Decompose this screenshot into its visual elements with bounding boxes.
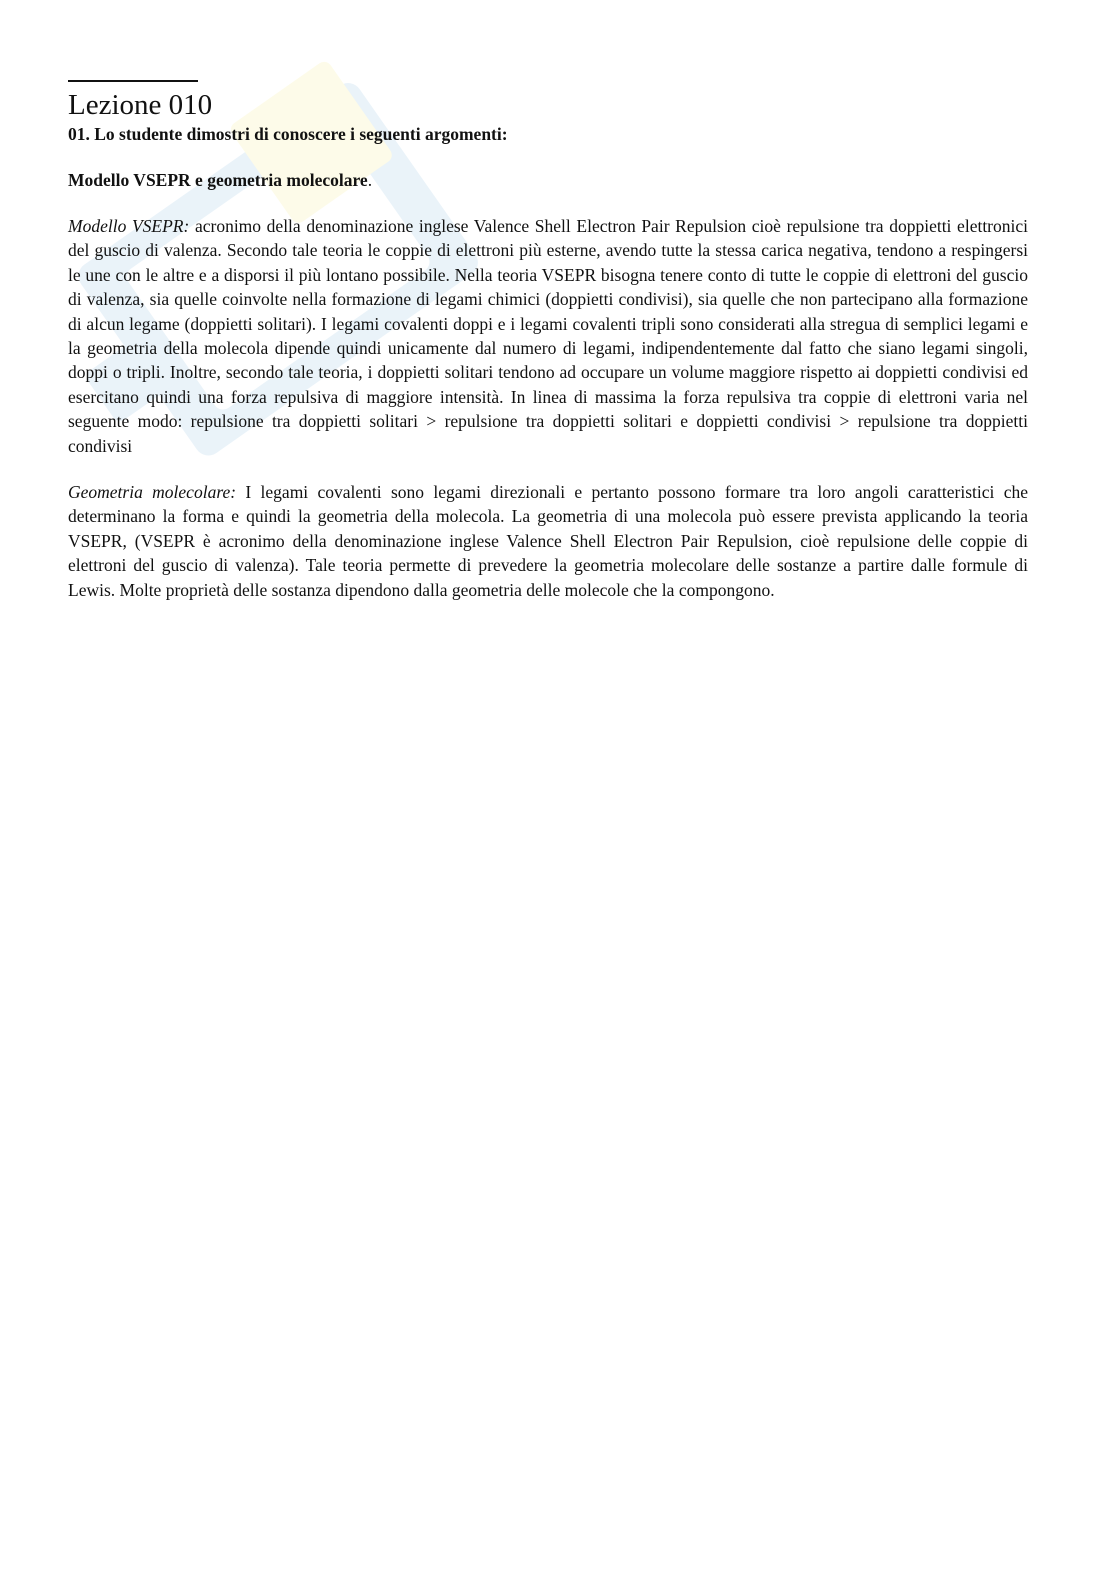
paragraph-lead: Geometria molecolare: [68,482,237,503]
paragraph-geometry [68,480,1028,602]
topic-heading [68,168,1028,192]
topic-title: Modello VSEPR e geometria molecolare [68,170,368,190]
lesson-title: Lezione 010 [68,89,213,121]
paragraph-text: I legami covalenti sono legami direzionali e pertanto possono formare tra loro angoli caratteristici che determinano la forma e quindi la geometria della molecola. La geometria di una molecola può essere prevista applicando la teoria VSEPR, (VSEPR è acronimo della denominazione inglese Valence Shell Electron Pair Repulsion, cioè repulsione delle coppie di elettroni del guscio di valenza). Tale teoria permette di prevedere la geometria molecolare delle sostanze a partire dalle formule di Lewis. Molte proprietà delle sostanza dipendono dalla geometria delle molecole che la compongono. [68,482,1028,600]
paragraph-lead: Modello VSEPR: [68,216,190,236]
paragraph-text: acronimo della denominazione inglese Valence Shell Electron Pair Repulsion cioè repulsione tra doppietti elettronici del guscio di valenza. Secondo tale teoria le coppie di elettroni più esterne, avendo tutte la stessa carica negativa, tendono a respingersi le une con le altre e a disporsi il più lontano possibile. Nella teoria VSEPR bisogna tenere conto di tutte le coppie di elettroni del guscio di valenza, sia quelle coinvolte nella formazione di legami chimici (doppietti condivisi), sia quelle che non partecipano alla formazione di alcun legame (doppietti solitari). I legami covalenti doppi e i legami covalenti tripli sono considerati alla stregua di semplici legami e la geometria della molecola dipende quindi unicamente dal numero di legami, indipendentemente dal fatto che siano legami singoli, doppi o tripli. Inoltre, secondo tale teoria, i doppietti solitari tendono ad occupare un volume maggiore rispetto ai doppietti condivisi ed esercitano quindi una forza repulsiva di maggiore intensità. In linea di massima la forza repulsiva tra coppie di elettroni varia nel seguente modo: repulsione tra doppietti solitari > repulsione tra doppietti solitari e doppietti condivisi > repulsione tra doppietti condivisi [68,216,1028,456]
topic-suffix: . [367,170,373,190]
document-page [68,80,1028,624]
paragraph-vsepr [68,214,1028,458]
header-rule [68,80,198,82]
question-heading: 01. Lo studente dimostri di conoscere i seguenti argomenti: [68,124,508,144]
